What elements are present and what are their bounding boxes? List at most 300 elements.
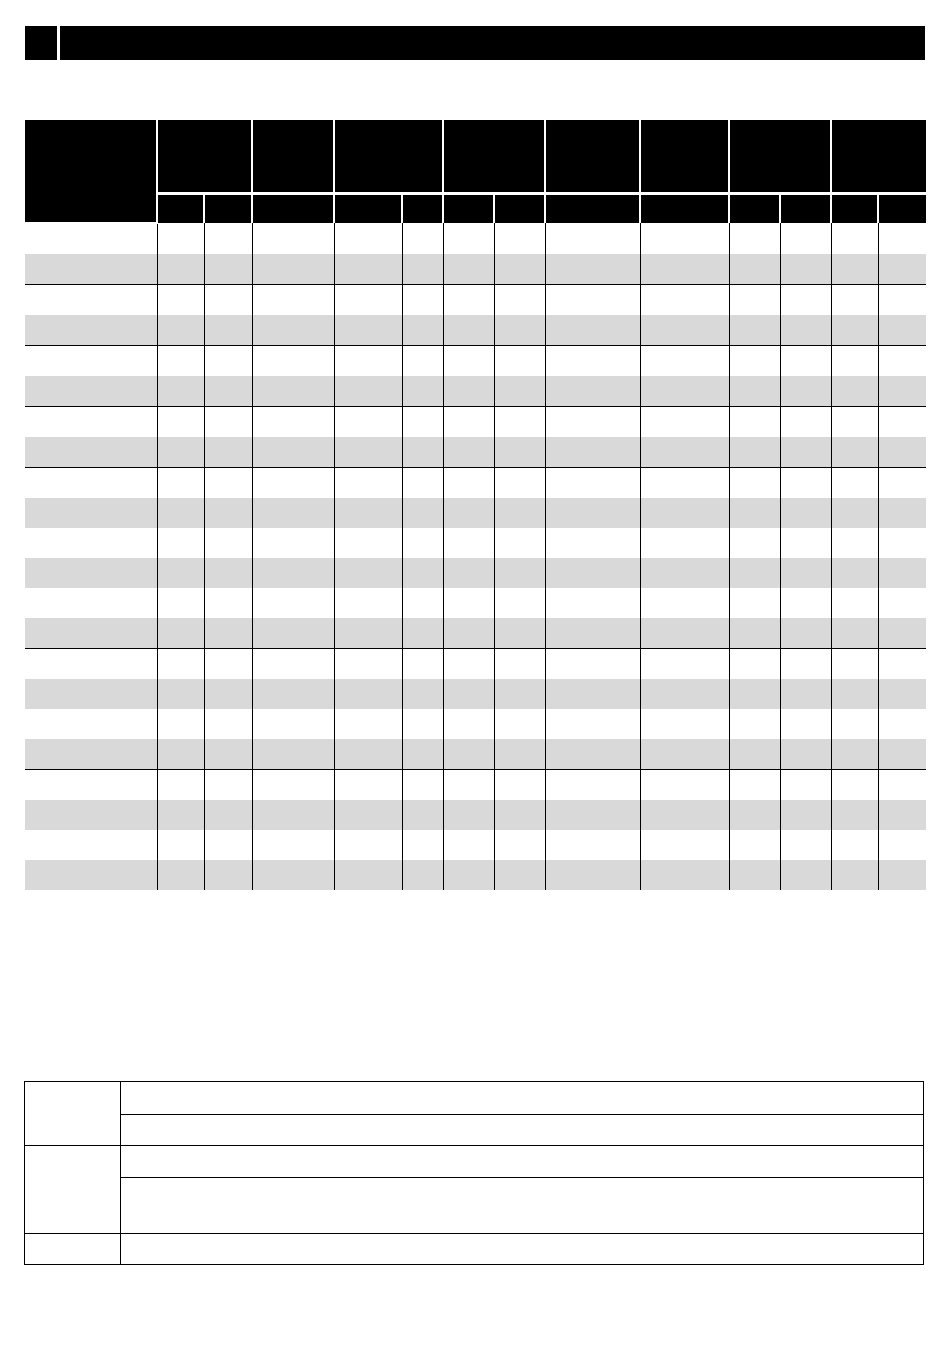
- table-cell: [402, 315, 443, 346]
- table-cell: [204, 770, 252, 801]
- table-cell: [252, 558, 334, 588]
- row-label: [25, 770, 157, 801]
- table-cell: [878, 830, 926, 860]
- table-cell: [780, 468, 831, 499]
- table-cell: [443, 376, 494, 407]
- table-cell: [878, 498, 926, 528]
- table-cell: [545, 649, 640, 680]
- table-cell: [157, 254, 204, 285]
- legend-entry: [121, 1115, 924, 1146]
- table-cell: [729, 860, 780, 890]
- table-cell: [831, 739, 878, 770]
- table-cell: [494, 407, 545, 438]
- table-cell: [204, 468, 252, 499]
- sub-header-1: [157, 194, 204, 224]
- table-cell: [780, 830, 831, 860]
- table-cell: [334, 346, 402, 377]
- table-cell: [494, 649, 545, 680]
- group-header-3: [334, 120, 443, 194]
- table-cell: [545, 860, 640, 890]
- group-header-2: [252, 120, 334, 194]
- row-label: [25, 679, 157, 709]
- table-cell: [334, 498, 402, 528]
- table-cell: [334, 588, 402, 618]
- table-cell: [545, 770, 640, 801]
- legend-entry: [121, 1082, 924, 1115]
- table-cell: [729, 376, 780, 407]
- table-cell: [780, 679, 831, 709]
- row-label: [25, 254, 157, 285]
- table-cell: [831, 437, 878, 468]
- table-cell: [545, 800, 640, 830]
- table-cell: [831, 468, 878, 499]
- table-cell: [157, 468, 204, 499]
- table-cell: [640, 558, 729, 588]
- table-cell: [252, 285, 334, 316]
- legend-entry: [121, 1234, 924, 1265]
- table-cell: [252, 588, 334, 618]
- table-cell: [157, 376, 204, 407]
- table-cell: [729, 254, 780, 285]
- table-cell: [402, 285, 443, 316]
- table-cell: [831, 285, 878, 316]
- table-cell: [729, 618, 780, 649]
- table-cell: [729, 223, 780, 254]
- row-label: [25, 498, 157, 528]
- table-cell: [545, 588, 640, 618]
- sub-header-2: [204, 194, 252, 224]
- table-cell: [878, 254, 926, 285]
- table-cell: [831, 770, 878, 801]
- table-cell: [334, 649, 402, 680]
- table-cell: [640, 376, 729, 407]
- table-cell: [157, 830, 204, 860]
- table-cell: [402, 376, 443, 407]
- table-cell: [640, 254, 729, 285]
- table-cell: [494, 830, 545, 860]
- table-cell: [402, 770, 443, 801]
- table-cell: [878, 223, 926, 254]
- table-cell: [157, 498, 204, 528]
- table-row: [25, 709, 926, 739]
- sub-header-10: [729, 194, 780, 224]
- table-row: [25, 558, 926, 588]
- table-row: [25, 860, 926, 890]
- table-cell: [494, 498, 545, 528]
- table-cell: [831, 498, 878, 528]
- table-cell: [204, 800, 252, 830]
- row-label: [25, 830, 157, 860]
- table-cell: [334, 830, 402, 860]
- table-cell: [831, 346, 878, 377]
- table-cell: [878, 376, 926, 407]
- table-cell: [545, 254, 640, 285]
- row-label: [25, 376, 157, 407]
- table-cell: [443, 498, 494, 528]
- table-cell: [402, 679, 443, 709]
- table-cell: [831, 315, 878, 346]
- table-cell: [204, 618, 252, 649]
- table-cell: [402, 346, 443, 377]
- legend-table: [24, 1081, 923, 1265]
- table-cell: [443, 223, 494, 254]
- table-cell: [443, 588, 494, 618]
- table-cell: [204, 437, 252, 468]
- table-cell: [443, 860, 494, 890]
- table-cell: [443, 254, 494, 285]
- row-label: [25, 223, 157, 254]
- table-cell: [204, 528, 252, 558]
- table-cell: [640, 315, 729, 346]
- table-cell: [402, 800, 443, 830]
- table-cell: [252, 860, 334, 890]
- table-cell: [729, 739, 780, 770]
- row-label: [25, 346, 157, 377]
- table-cell: [494, 709, 545, 739]
- table-cell: [204, 679, 252, 709]
- table-cell: [443, 528, 494, 558]
- table-cell: [640, 739, 729, 770]
- table-cell: [157, 346, 204, 377]
- table-cell: [729, 800, 780, 830]
- group-header-7: [729, 120, 831, 194]
- table-cell: [443, 770, 494, 801]
- row-label: [25, 407, 157, 438]
- table-cell: [443, 437, 494, 468]
- table-cell: [494, 346, 545, 377]
- table-cell: [252, 709, 334, 739]
- table-cell: [494, 376, 545, 407]
- table-cell: [640, 437, 729, 468]
- table-cell: [402, 618, 443, 649]
- table-cell: [402, 223, 443, 254]
- table-cell: [545, 468, 640, 499]
- legend-entry: [121, 1146, 924, 1178]
- table-cell: [402, 709, 443, 739]
- table-cell: [334, 407, 402, 438]
- legend-label: [25, 1234, 121, 1265]
- table-cell: [545, 315, 640, 346]
- row-label: [25, 860, 157, 890]
- table-cell: [334, 709, 402, 739]
- table-cell: [640, 830, 729, 860]
- table-cell: [252, 468, 334, 499]
- table-row: [25, 800, 926, 830]
- table-cell: [443, 709, 494, 739]
- row-label: [25, 558, 157, 588]
- table-cell: [252, 800, 334, 830]
- table-cell: [402, 649, 443, 680]
- table-cell: [545, 437, 640, 468]
- table-cell: [640, 407, 729, 438]
- table-cell: [780, 739, 831, 770]
- table-row: [25, 588, 926, 618]
- table-cell: [443, 407, 494, 438]
- table-cell: [640, 679, 729, 709]
- table-cell: [729, 770, 780, 801]
- table-cell: [402, 254, 443, 285]
- table-cell: [157, 285, 204, 316]
- table-row: [25, 254, 926, 285]
- table-cell: [402, 528, 443, 558]
- table-cell: [729, 679, 780, 709]
- table-row: [25, 649, 926, 680]
- table-cell: [252, 315, 334, 346]
- table-cell: [878, 649, 926, 680]
- table-cell: [494, 739, 545, 770]
- row-label: [25, 739, 157, 770]
- table-cell: [204, 588, 252, 618]
- table-cell: [494, 468, 545, 499]
- table-cell: [831, 830, 878, 860]
- table-row: [25, 830, 926, 860]
- table-cell: [878, 285, 926, 316]
- table-cell: [831, 588, 878, 618]
- table-cell: [494, 285, 545, 316]
- table-cell: [443, 739, 494, 770]
- table-cell: [204, 649, 252, 680]
- table-cell: [334, 315, 402, 346]
- table-row: [25, 498, 926, 528]
- table-cell: [157, 588, 204, 618]
- table-row: [25, 739, 926, 770]
- table-cell: [334, 285, 402, 316]
- table-cell: [545, 739, 640, 770]
- table-cell: [729, 498, 780, 528]
- table-cell: [334, 739, 402, 770]
- table-cell: [878, 588, 926, 618]
- table-cell: [780, 860, 831, 890]
- table-cell: [157, 770, 204, 801]
- table-cell: [780, 223, 831, 254]
- table-cell: [252, 830, 334, 860]
- sub-header-5: [402, 194, 443, 224]
- table-cell: [878, 468, 926, 499]
- table-cell: [157, 618, 204, 649]
- table-row: [25, 618, 926, 649]
- table-cell: [204, 254, 252, 285]
- table-cell: [204, 376, 252, 407]
- table-row: [25, 407, 926, 438]
- row-label: [25, 709, 157, 739]
- table-cell: [729, 588, 780, 618]
- table-cell: [494, 437, 545, 468]
- table-cell: [402, 498, 443, 528]
- table-cell: [157, 860, 204, 890]
- table-cell: [831, 709, 878, 739]
- table-cell: [780, 588, 831, 618]
- table-cell: [878, 558, 926, 588]
- section-header-bar: [25, 26, 925, 60]
- table-cell: [494, 315, 545, 346]
- sub-header-4: [334, 194, 402, 224]
- table-cell: [729, 437, 780, 468]
- table-cell: [204, 860, 252, 890]
- table-row: [25, 315, 926, 346]
- table-cell: [157, 649, 204, 680]
- table-row: [25, 376, 926, 407]
- table-cell: [443, 285, 494, 316]
- table-cell: [157, 223, 204, 254]
- table-row: [25, 770, 926, 801]
- table-cell: [204, 346, 252, 377]
- table-cell: [640, 709, 729, 739]
- table-cell: [831, 800, 878, 830]
- table-cell: [545, 346, 640, 377]
- row-label: [25, 285, 157, 316]
- table-cell: [831, 618, 878, 649]
- table-cell: [640, 498, 729, 528]
- table-cell: [878, 860, 926, 890]
- legend-entry: [121, 1178, 924, 1234]
- table-cell: [252, 679, 334, 709]
- table-cell: [729, 528, 780, 558]
- table-cell: [443, 315, 494, 346]
- table-cell: [402, 588, 443, 618]
- table-cell: [878, 528, 926, 558]
- table-cell: [334, 437, 402, 468]
- table-cell: [878, 407, 926, 438]
- table-cell: [545, 709, 640, 739]
- table-cell: [878, 346, 926, 377]
- table-cell: [780, 618, 831, 649]
- table-cell: [729, 285, 780, 316]
- table-cell: [494, 800, 545, 830]
- table-cell: [252, 498, 334, 528]
- table-cell: [443, 800, 494, 830]
- table-cell: [334, 800, 402, 830]
- table-cell: [494, 558, 545, 588]
- table-cell: [252, 346, 334, 377]
- table-cell: [494, 860, 545, 890]
- table-cell: [831, 376, 878, 407]
- table-cell: [780, 498, 831, 528]
- table-cell: [545, 285, 640, 316]
- table-cell: [204, 498, 252, 528]
- table-cell: [831, 528, 878, 558]
- sub-header-7: [494, 194, 545, 224]
- table-cell: [640, 528, 729, 558]
- table-cell: [780, 346, 831, 377]
- spec-table: [25, 120, 926, 890]
- table-cell: [640, 860, 729, 890]
- table-cell: [729, 407, 780, 438]
- table-row: [25, 285, 926, 316]
- table-cell: [878, 618, 926, 649]
- table-cell: [878, 770, 926, 801]
- table-cell: [780, 528, 831, 558]
- table-cell: [157, 407, 204, 438]
- table-cell: [334, 376, 402, 407]
- table-cell: [729, 649, 780, 680]
- section-title: [60, 26, 925, 60]
- table-cell: [443, 468, 494, 499]
- table-cell: [157, 679, 204, 709]
- table-cell: [252, 739, 334, 770]
- table-cell: [831, 679, 878, 709]
- table-cell: [204, 830, 252, 860]
- table-cell: [878, 800, 926, 830]
- section-number: [25, 26, 57, 60]
- table-cell: [402, 437, 443, 468]
- table-cell: [157, 437, 204, 468]
- group-header-8: [831, 120, 926, 194]
- table-cell: [494, 254, 545, 285]
- table-cell: [640, 285, 729, 316]
- table-cell: [252, 649, 334, 680]
- table-cell: [443, 679, 494, 709]
- table-cell: [402, 830, 443, 860]
- sub-header-8: [545, 194, 640, 224]
- table-cell: [780, 558, 831, 588]
- sub-header-13: [878, 194, 926, 224]
- table-cell: [334, 770, 402, 801]
- table-cell: [878, 739, 926, 770]
- table-cell: [204, 223, 252, 254]
- table-cell: [252, 376, 334, 407]
- table-cell: [878, 709, 926, 739]
- table-cell: [729, 468, 780, 499]
- table-cell: [878, 679, 926, 709]
- table-cell: [443, 649, 494, 680]
- group-header-4: [443, 120, 545, 194]
- table-cell: [494, 679, 545, 709]
- table-cell: [780, 709, 831, 739]
- table-cell: [545, 407, 640, 438]
- group-header-5: [545, 120, 640, 194]
- table-cell: [402, 468, 443, 499]
- table-cell: [545, 498, 640, 528]
- table-cell: [831, 860, 878, 890]
- table-cell: [780, 437, 831, 468]
- table-cell: [729, 346, 780, 377]
- row-label: [25, 618, 157, 649]
- table-cell: [831, 254, 878, 285]
- table-cell: [157, 558, 204, 588]
- table-cell: [252, 618, 334, 649]
- table-cell: [334, 528, 402, 558]
- group-header-6: [640, 120, 729, 194]
- table-cell: [545, 830, 640, 860]
- table-cell: [831, 407, 878, 438]
- legend-label: [25, 1146, 121, 1234]
- table-cell: [831, 649, 878, 680]
- table-cell: [443, 618, 494, 649]
- table-cell: [640, 618, 729, 649]
- table-cell: [252, 437, 334, 468]
- table-cell: [831, 558, 878, 588]
- row-label-header: [25, 120, 157, 223]
- sub-header-3: [252, 194, 334, 224]
- table-cell: [494, 588, 545, 618]
- table-row: [25, 528, 926, 558]
- table-cell: [545, 679, 640, 709]
- table-cell: [204, 407, 252, 438]
- table-cell: [729, 709, 780, 739]
- row-label: [25, 437, 157, 468]
- table-cell: [780, 315, 831, 346]
- table-cell: [402, 739, 443, 770]
- table-cell: [204, 558, 252, 588]
- sub-header-11: [780, 194, 831, 224]
- table-cell: [729, 830, 780, 860]
- table-cell: [204, 285, 252, 316]
- table-cell: [157, 739, 204, 770]
- row-label: [25, 800, 157, 830]
- sub-header-12: [831, 194, 878, 224]
- table-cell: [878, 315, 926, 346]
- table-cell: [157, 315, 204, 346]
